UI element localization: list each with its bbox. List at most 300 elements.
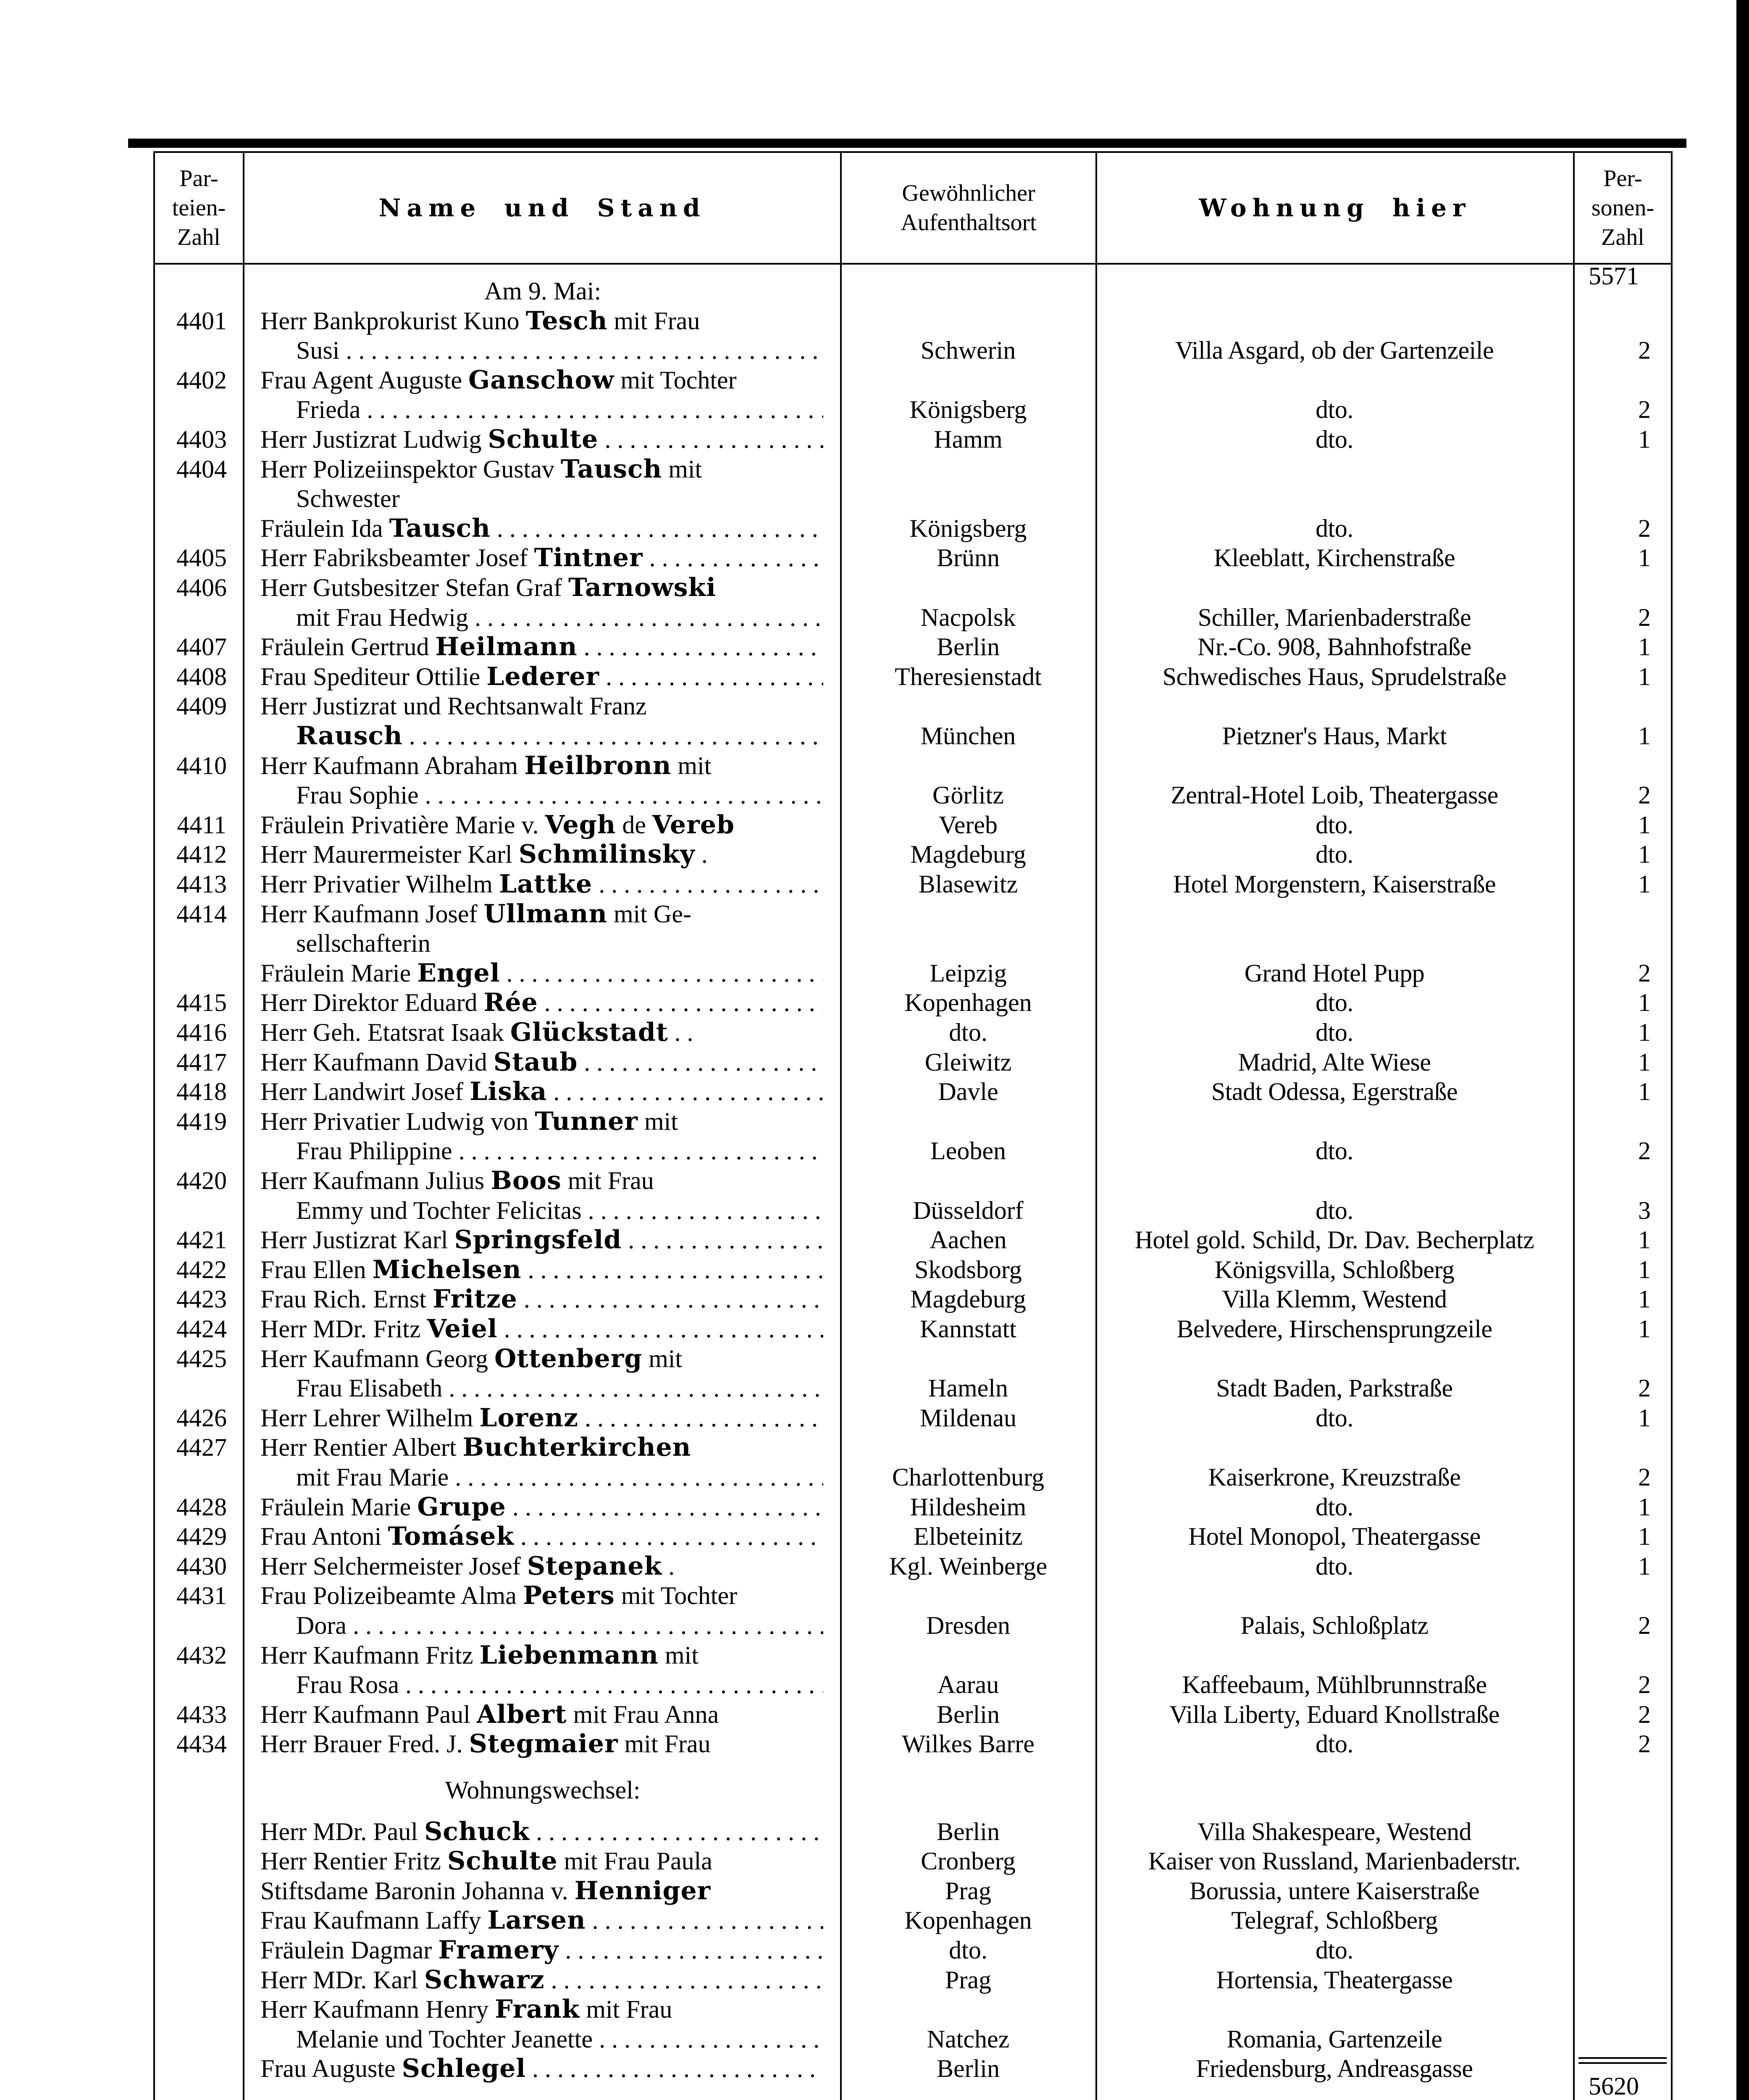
guest-name (296, 1196, 823, 1225)
residence-here: dto. (1316, 811, 1353, 839)
header-personen-zahl (1575, 153, 1671, 263)
person-count (1579, 1166, 1651, 1195)
home-location: Leipzig (930, 959, 1007, 987)
move-row (0, 1935, 1749, 1965)
residence-here: dto. (1316, 1196, 1353, 1224)
name-prefix: Frau Polizeibeamte Alma (260, 1582, 523, 1610)
header-wohnung-text: Wohnung hier (1199, 193, 1471, 222)
name-suffix: mit Ge- (607, 900, 691, 928)
residence-here: Stadt Baden, Parkstraße (1216, 1374, 1453, 1402)
home-location (842, 1581, 1094, 1610)
guest-name (260, 1492, 823, 1522)
table-row (0, 454, 1749, 484)
person-count (1579, 1433, 1651, 1462)
person-count: 1 (1638, 1018, 1651, 1046)
home-location (842, 365, 1094, 395)
surname: Tesch (525, 306, 608, 336)
name-prefix: Herr Geh. Etatsrat Isaak (260, 1018, 510, 1046)
person-count: 1 (1638, 1255, 1651, 1284)
residence-here: Kleeblatt, Kirchenstraße (1213, 544, 1455, 572)
partei-number: 4404 (176, 455, 227, 483)
table-row (0, 632, 1749, 662)
name-prefix: Herr Justizrat und Rechtsanwalt Franz (260, 692, 647, 720)
partei-number: 4432 (176, 1641, 227, 1669)
guest-name (296, 1670, 823, 1699)
header-personen-text: Per- sonen- Zahl (1591, 165, 1654, 250)
name-suffix: mit Frau Anna (567, 1700, 719, 1728)
guest-name (260, 2054, 823, 2083)
surname: Lorenz (479, 1403, 578, 1433)
name-suffix: mit Frau (607, 307, 700, 335)
home-location: Cronberg (921, 1847, 1016, 1875)
name-prefix: Herr Brauer Fred. J. (260, 1730, 469, 1758)
name-suffix: mit Frau (580, 1995, 672, 2024)
name-prefix: Melanie und Tochter Jeanette (296, 2025, 593, 2053)
person-count: 1 (1638, 1078, 1651, 1106)
residence-here: dto. (1316, 1018, 1353, 1046)
partei-number: 4429 (176, 1522, 227, 1551)
name-prefix: Herr Lehrer Wilhelm (260, 1404, 480, 1432)
residence-here: Stadt Odessa, Egerstraße (1211, 1078, 1458, 1106)
move-row (0, 1965, 1749, 1995)
home-location: Görlitz (932, 781, 1004, 809)
name-prefix: Herr MDr. Karl (260, 1966, 424, 1994)
home-location (842, 1995, 1094, 2024)
residence-here (1097, 899, 1572, 929)
guest-name (260, 306, 823, 336)
surname: Tausch (560, 454, 662, 484)
table-row (0, 1018, 1749, 1047)
guest-name (296, 603, 823, 632)
residence-here: Pietzner's Haus, Markt (1222, 722, 1447, 750)
table-row (0, 1314, 1749, 1344)
residence-here: dto. (1316, 1730, 1353, 1758)
partei-number: 4415 (176, 989, 227, 1017)
surname: Engel (417, 958, 500, 988)
surname-second: Vereb (652, 810, 735, 840)
name-prefix: Frau Spediteur Ottilie (260, 662, 487, 690)
name-prefix: Fräulein Marie (260, 1493, 418, 1521)
person-count: 1 (1638, 1522, 1651, 1551)
residence-here: Kaiser von Russland, Marienbaderstr. (1148, 1847, 1521, 1875)
partei-number (160, 1611, 244, 1640)
home-location: Kgl. Weinberge (889, 1552, 1048, 1580)
residence-here: Borussia, untere Kaiserstraße (1189, 1877, 1480, 1905)
surname: Framery (438, 1935, 559, 1965)
table-row (0, 1196, 1749, 1225)
table-row (0, 958, 1749, 988)
surname: Frank (495, 1995, 580, 2024)
table-row (0, 780, 1749, 810)
home-location: Aachen (930, 1226, 1007, 1254)
partei-number: 4423 (176, 1285, 227, 1313)
table-row (0, 721, 1749, 751)
name-prefix: Herr Kaufmann David (260, 1048, 494, 1076)
guest-name (260, 869, 823, 899)
guest-name (260, 573, 823, 602)
surname: Schlegel (402, 2054, 526, 2084)
person-count (1579, 306, 1651, 336)
residence-here: Zentral-Hotel Loib, Theatergasse (1171, 781, 1498, 809)
guest-name (260, 1107, 823, 1136)
residence-here (1097, 454, 1572, 484)
table-row (0, 1403, 1749, 1433)
partei-number: 4416 (176, 1018, 227, 1046)
home-location (842, 751, 1094, 780)
home-location: München (920, 722, 1016, 750)
table-row (0, 365, 1749, 395)
surname: Albert (476, 1699, 567, 1729)
guest-name (296, 484, 823, 513)
name-prefix: Dora (296, 1612, 347, 1639)
partei-number: 4420 (176, 1167, 227, 1194)
home-location: Dresden (926, 1612, 1010, 1639)
name-prefix: Herr Kaufmann Georg (260, 1344, 495, 1373)
surname: Rausch (296, 721, 403, 751)
person-count (1579, 573, 1651, 602)
home-location: Leoben (930, 1137, 1006, 1165)
surname: Glückstadt (510, 1018, 668, 1047)
partei-number (160, 1196, 244, 1225)
home-location: Mildenau (920, 1404, 1016, 1432)
guest-name (260, 988, 823, 1017)
guest-name (260, 1225, 823, 1255)
home-location: Kannstatt (920, 1315, 1016, 1343)
residence-here: Madrid, Alte Wiese (1238, 1048, 1431, 1076)
person-count (1579, 691, 1651, 721)
person-count: 1 (1638, 1493, 1651, 1521)
partei-number: 4406 (176, 574, 227, 601)
guest-name (260, 514, 823, 543)
surname: Veiel (427, 1314, 498, 1344)
residence-here: Palais, Schloßplatz (1240, 1612, 1429, 1639)
partei-number (160, 395, 244, 424)
home-location: Magdeburg (910, 840, 1026, 869)
guest-name (260, 1047, 823, 1077)
move-row (0, 1876, 1749, 1906)
table-row (0, 662, 1749, 691)
guest-name (260, 454, 823, 484)
name-prefix: Herr Gutsbesitzer Stefan Graf (260, 574, 569, 601)
home-location: Vereb (939, 811, 998, 839)
residence-here: Villa Asgard, ob der Gartenzeile (1175, 336, 1494, 365)
table-row (0, 1433, 1749, 1462)
home-location: Brünn (937, 544, 1000, 572)
partei-number: 4402 (176, 366, 227, 394)
person-count: 1 (1638, 870, 1651, 898)
guest-name (260, 1433, 823, 1462)
home-location (842, 573, 1094, 602)
person-count: 2 (1638, 603, 1651, 631)
partei-number (160, 1373, 244, 1403)
person-count: 1 (1638, 1315, 1651, 1343)
residence-here (1097, 573, 1572, 602)
home-location: Königsberg (909, 514, 1027, 542)
person-count: 1 (1638, 1048, 1651, 1076)
partei-number: 4409 (176, 692, 227, 720)
partei-number (160, 721, 244, 751)
surname: Lattke (499, 869, 593, 899)
surname: Henniger (574, 1876, 711, 1906)
table-row (0, 1284, 1749, 1314)
partei-number (160, 1462, 244, 1492)
name-prefix: Herr Maurermeister Karl (260, 840, 519, 869)
name-prefix: Frieda (296, 396, 361, 424)
person-count: 1 (1638, 633, 1651, 661)
residence-here: Schwedisches Haus, Sprudelstraße (1162, 662, 1507, 690)
name-suffix: mit Frau (618, 1730, 711, 1758)
guest-name (260, 1166, 823, 1195)
residence-here: dto. (1316, 1493, 1353, 1521)
partei-number: 4417 (176, 1048, 227, 1076)
name-prefix: Herr Rentier Albert (260, 1433, 463, 1462)
name-prefix: Fräulein Gertrud (260, 633, 436, 661)
partei-number (160, 929, 244, 958)
name-suffix: mit (638, 1107, 678, 1135)
guest-name (260, 1314, 823, 1344)
name-suffix: . (695, 840, 708, 869)
guest-name (260, 1935, 823, 1965)
table-row (0, 1047, 1749, 1077)
partei-number: 4419 (176, 1107, 227, 1135)
person-count: 2 (1638, 1137, 1651, 1165)
table-row (0, 1344, 1749, 1373)
residence-here (1097, 691, 1572, 721)
residence-here (1097, 1995, 1572, 2024)
home-location (842, 929, 1094, 958)
table-row (0, 1729, 1749, 1759)
surname: Vegh (545, 810, 616, 840)
table-row (0, 603, 1749, 632)
person-count: 3 (1638, 1196, 1651, 1224)
table-row (0, 840, 1749, 869)
residence-here (1097, 306, 1572, 336)
surname: Larsen (487, 1906, 586, 1935)
home-location: Skodsborg (914, 1255, 1022, 1284)
name-prefix: Frau Kaufmann Laffy (260, 1906, 488, 1935)
header-bottom-rule (153, 263, 1672, 265)
name-suffix: mit Frau (561, 1167, 654, 1194)
home-location: Berlin (937, 1817, 1000, 1845)
home-location (842, 1641, 1094, 1670)
surname: Michelsen (372, 1255, 522, 1284)
header-ort-text: Gewöhnlicher Aufenthaltsort (901, 180, 1037, 236)
surname: Schwarz (424, 1965, 545, 1995)
name-suffix: mit (659, 1641, 699, 1669)
home-location: Hamm (934, 425, 1003, 453)
home-location: Düsseldorf (913, 1196, 1024, 1224)
residence-here: Hotel Monopol, Theatergasse (1188, 1522, 1481, 1551)
residence-here: Hotel gold. Schild, Dr. Dav. Becherplatz (1134, 1226, 1534, 1254)
home-location: Natchez (927, 2025, 1010, 2053)
name-prefix: Herr Kaufmann Henry (260, 1995, 495, 2024)
partei-number: 4425 (176, 1344, 227, 1373)
residence-here: Hortensia, Theatergasse (1216, 1966, 1453, 1994)
home-location: Aarau (937, 1671, 999, 1699)
residence-here (1097, 484, 1572, 513)
surname: Tintner (534, 543, 643, 573)
carry-over-total: 5571 (1589, 262, 1639, 290)
name-prefix: Schwester (296, 485, 400, 513)
surname: Rée (483, 988, 538, 1018)
name-prefix: Herr Kaufmann Paul (260, 1700, 477, 1728)
partei-number: 4430 (176, 1552, 227, 1580)
residence-here: dto. (1316, 425, 1353, 453)
table-row (0, 1166, 1749, 1195)
guest-name (260, 1018, 823, 1047)
residence-here: Romania, Gartenzeile (1226, 2025, 1442, 2053)
home-location: dto. (949, 1018, 987, 1046)
residence-here: Belvedere, Hirschensprungzeile (1177, 1315, 1492, 1343)
name-prefix: Herr Kaufmann Josef (260, 900, 484, 928)
guest-name (296, 1462, 823, 1492)
table-row (0, 1611, 1749, 1640)
name-suffix: mit (662, 455, 702, 483)
surname: Schulte (447, 1846, 558, 1876)
surname: Schulte (488, 425, 599, 454)
surname: Schmilinsky (518, 840, 695, 869)
partei-number: 4431 (176, 1582, 227, 1610)
residence-here: Villa Shakespeare, Westend (1197, 1817, 1472, 1845)
home-location (842, 1107, 1094, 1136)
name-suffix: mit Frau Paula (557, 1847, 712, 1875)
guest-name (260, 632, 823, 662)
residence-here: Villa Liberty, Eduard Knollstraße (1169, 1700, 1500, 1728)
table-row (0, 543, 1749, 572)
surname: Liebenmann (479, 1640, 659, 1670)
person-count: 2 (1638, 1612, 1651, 1639)
partei-number: 4410 (176, 751, 227, 780)
person-count (1579, 1107, 1651, 1136)
partei-number: 4413 (176, 870, 227, 898)
name-prefix: Herr Privatier Wilhelm (260, 870, 499, 898)
home-location: Blasewitz (918, 870, 1018, 898)
name-prefix: Frau Auguste (260, 2055, 402, 2083)
guest-name (260, 662, 823, 691)
surname: Grupe (417, 1492, 506, 1522)
home-location: dto. (949, 1936, 987, 1964)
guest-name (296, 1611, 823, 1640)
home-location: Prag (945, 1966, 991, 1994)
home-location: Wilkes Barre (902, 1730, 1035, 1758)
home-location: Kopenhagen (904, 989, 1032, 1017)
table-row (0, 1581, 1749, 1610)
person-count: 2 (1638, 1671, 1651, 1699)
partei-number (160, 1670, 244, 1699)
residence-here: dto. (1316, 840, 1353, 869)
partei-number (160, 1136, 244, 1166)
home-location: Prag (945, 1877, 991, 1905)
residence-here (1097, 751, 1572, 780)
header-aufenthaltsort (842, 153, 1095, 263)
person-count: 1 (1638, 544, 1651, 572)
name-suffix: mit (671, 751, 712, 780)
home-location: Elbeteinitz (914, 1522, 1023, 1551)
partei-number (160, 514, 244, 543)
name-prefix: Frau Antoni (260, 1522, 388, 1551)
name-prefix: Herr MDr. Fritz (260, 1315, 427, 1343)
person-count: 2 (1638, 514, 1651, 542)
residence-here (1097, 1107, 1572, 1136)
person-count: 1 (1638, 1404, 1651, 1432)
name-prefix: mit Frau Hedwig (296, 603, 468, 631)
section-heading (0, 276, 1749, 306)
guest-name (260, 1255, 823, 1284)
residence-here: dto. (1316, 1552, 1353, 1580)
move-row (0, 1906, 1749, 1935)
name-suffix: . . (668, 1018, 693, 1046)
residence-here (1097, 1581, 1572, 1610)
name-prefix: Herr Justizrat Karl (260, 1226, 454, 1254)
partei-number: 4411 (177, 811, 226, 839)
home-location: Kopenhagen (904, 1906, 1032, 1935)
guest-name (260, 425, 823, 454)
header-name-text: Name und Stand (378, 193, 706, 222)
surname: Tunner (535, 1106, 638, 1136)
table-row (0, 988, 1749, 1017)
table-row (0, 1670, 1749, 1699)
residence-here: dto. (1316, 1936, 1353, 1964)
surname: Heilbronn (524, 751, 672, 780)
person-count: 2 (1638, 781, 1651, 809)
surname: Tarnowski (568, 573, 716, 602)
partei-number: 4418 (176, 1078, 227, 1106)
residence-here: Hotel Morgenstern, Kaiserstraße (1173, 870, 1496, 898)
partei-number (160, 780, 244, 810)
table-row (0, 425, 1749, 454)
partei-number: 4412 (176, 840, 227, 869)
partei-number: 4401 (176, 307, 227, 335)
partei-number: 4434 (176, 1730, 227, 1758)
table-row (0, 1492, 1749, 1522)
name-prefix: Frau Philippine (296, 1137, 452, 1165)
person-count: 2 (1638, 1730, 1651, 1758)
name-prefix: Fräulein Dagmar (260, 1936, 439, 1964)
home-location (842, 1166, 1094, 1195)
partei-number (160, 958, 244, 988)
person-count: 1 (1638, 811, 1651, 839)
guest-name (296, 721, 823, 751)
partei-number: 4428 (176, 1493, 227, 1521)
table-row (0, 691, 1749, 721)
table-row (0, 899, 1749, 929)
table-row (0, 573, 1749, 602)
name-prefix: mit Frau Marie (296, 1463, 449, 1491)
table-row (0, 1700, 1749, 1729)
partei-number (160, 603, 244, 632)
section-heading-text: Wohnungswechsel: (445, 1776, 641, 1804)
home-location: Berlin (937, 2055, 1000, 2083)
person-count: 2 (1638, 959, 1651, 987)
guest-name (260, 1581, 823, 1610)
residence-here: Königsvilla, Schloßberg (1214, 1255, 1455, 1284)
table-row (0, 1373, 1749, 1403)
person-count (1579, 1344, 1651, 1373)
person-count (1579, 751, 1651, 780)
residence-here (1097, 365, 1572, 395)
header-partei-text: Par- teien- Zahl (172, 165, 226, 250)
table-row (0, 810, 1749, 840)
person-count (1579, 454, 1651, 484)
name-prefix: Stiftsdame Baronin Johanna v. (260, 1877, 575, 1905)
table-row (0, 1077, 1749, 1106)
name-suffix: mit Tochter (614, 366, 737, 394)
guest-name (260, 1551, 823, 1581)
residence-here: dto. (1316, 1137, 1353, 1165)
partei-number: 4427 (176, 1433, 227, 1462)
name-prefix: Herr Rentier Fritz (260, 1847, 447, 1875)
guest-name (260, 1700, 823, 1729)
